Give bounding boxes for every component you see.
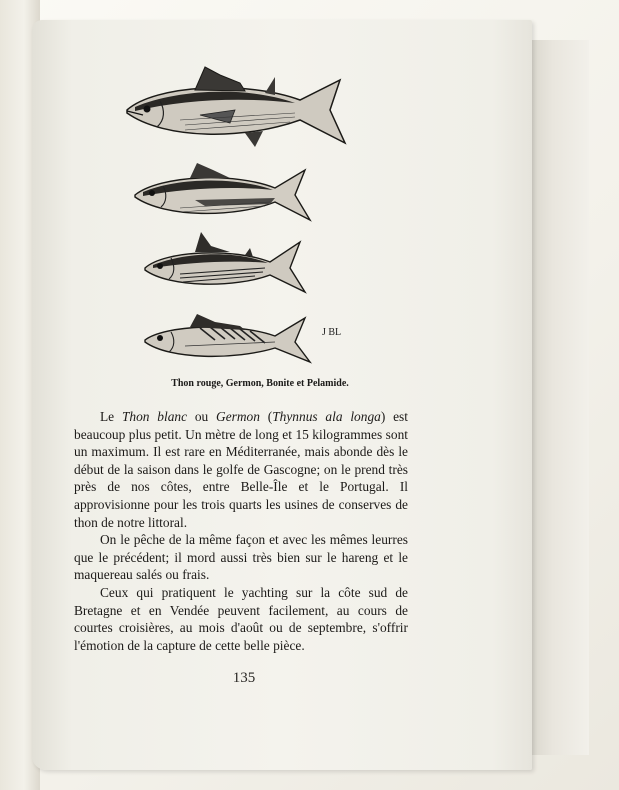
- fish-bonite: [145, 232, 305, 292]
- page-number: 135: [232, 670, 256, 686]
- body-text: [74, 408, 408, 654]
- paragraph-2: On le pêche de la même façon et avec les mêmes leurres que le précédent; il mord aussi très bien sur le hareng et le maquereau salés ou frais.: [74, 532, 408, 583]
- paragraph-1: Le Thon blanc ou Germon (Thynnus ala longa) est beaucoup plus petit. Un mètre de long et 15 kilogrammes sont un maximum. Il est rare en Méditerranée, mais abonde dès le début de la saison dans le golfe de Gascogne; on le prend très près de nos côtes, entre Belle-Île et le Portugal. Il approvisionne pour les trois quarts les usines de conserves de thon de notre littoral.: [74, 409, 408, 530]
- paragraph-3: Ceux qui pratiquent le yachting sur la côte sud de Bretagne et en Vendée peuvent facilement, au cours de courtes croisières, au mois d'août ou de septembre, s'offrir l'émotion de la capture de cette belle pièce.: [74, 584, 408, 653]
- fish-thon-rouge: [127, 67, 345, 147]
- artist-initials: J BL: [322, 327, 342, 338]
- fish-illustration: [120, 60, 360, 370]
- fish-germon: [135, 163, 310, 220]
- figure-caption: Thon rouge, Germon, Bonite et Pelamide.: [171, 378, 349, 389]
- fish-pelamide: [145, 314, 310, 362]
- book-page-stack-edge: [528, 40, 589, 755]
